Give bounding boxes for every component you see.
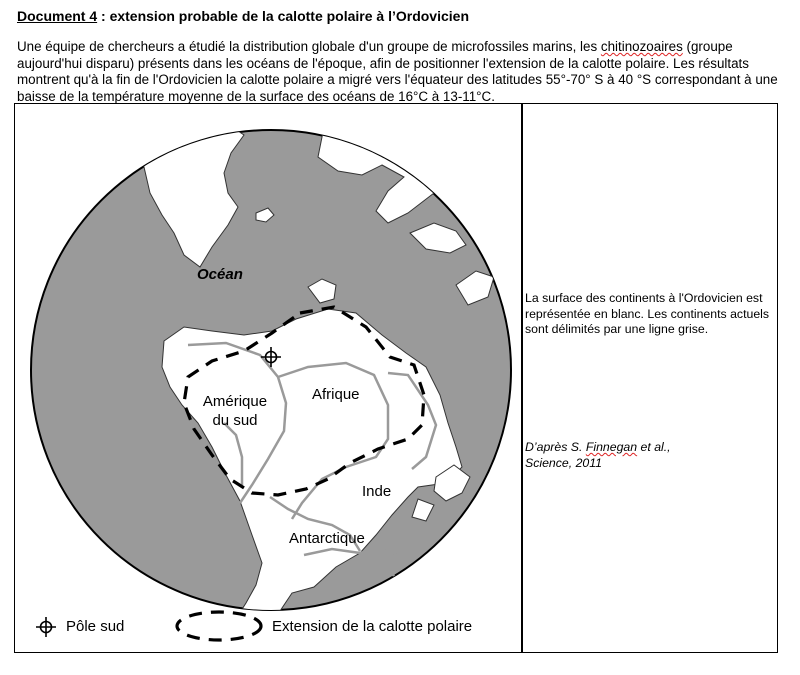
legend-pole-icon [36, 617, 56, 637]
source-journal: Science, 2011 [525, 455, 603, 470]
spellcheck-word: chitinozoaires [600, 39, 683, 54]
intro-paragraph [17, 39, 787, 105]
source-citation [525, 440, 775, 471]
document-title [17, 8, 469, 24]
south-america-label-line-2: du sud [212, 412, 258, 429]
map-description: La surface des continents à l'Ordovicien est représentée en blanc. Les continents actuels sont délimités par une ligne grise. [525, 291, 770, 336]
legend-ice-cap-icon [177, 612, 261, 640]
source-suffix: et al., [637, 440, 671, 454]
document-number: Document 4 [17, 8, 98, 24]
ordovician-globe-map [16, 105, 520, 651]
africa-label: Afrique [312, 386, 360, 403]
intro-part-2: (groupe aujourd'hui disparu) présents dans les océans de l'époque, afin de positionner l'extension de la calotte polaire. Les résultats montrent qu'à la fin de l'Ordovicien la calotte polaire a migré vers l'équateur des latitudes 55°-70° S à 40 °S correspondant à une baisse de la température moyenne de la surface des océans de 16°C à 13-11°C. [17, 39, 778, 104]
south-america-label [200, 392, 270, 430]
legend-south-pole-label: Pôle sud [66, 618, 125, 635]
ocean-label: Océan [197, 266, 243, 283]
source-author-name: Finnegan [585, 440, 638, 454]
legend-ice-cap-label: Extension de la calotte polaire [272, 618, 473, 635]
india-label: Inde [362, 483, 392, 500]
table-divider [521, 103, 523, 653]
intro-part-1: Une équipe de chercheurs a étudié la distribution globale d'un groupe de microfossiles marins, les [17, 39, 601, 54]
document-title-text: : extension probable de la calotte polaire à l’Ordovicien [97, 8, 469, 24]
antarctica-label: Antarctique [289, 530, 365, 547]
south-america-label-line-1: Amérique [202, 393, 268, 410]
source-prefix: D’après S. [525, 440, 586, 454]
